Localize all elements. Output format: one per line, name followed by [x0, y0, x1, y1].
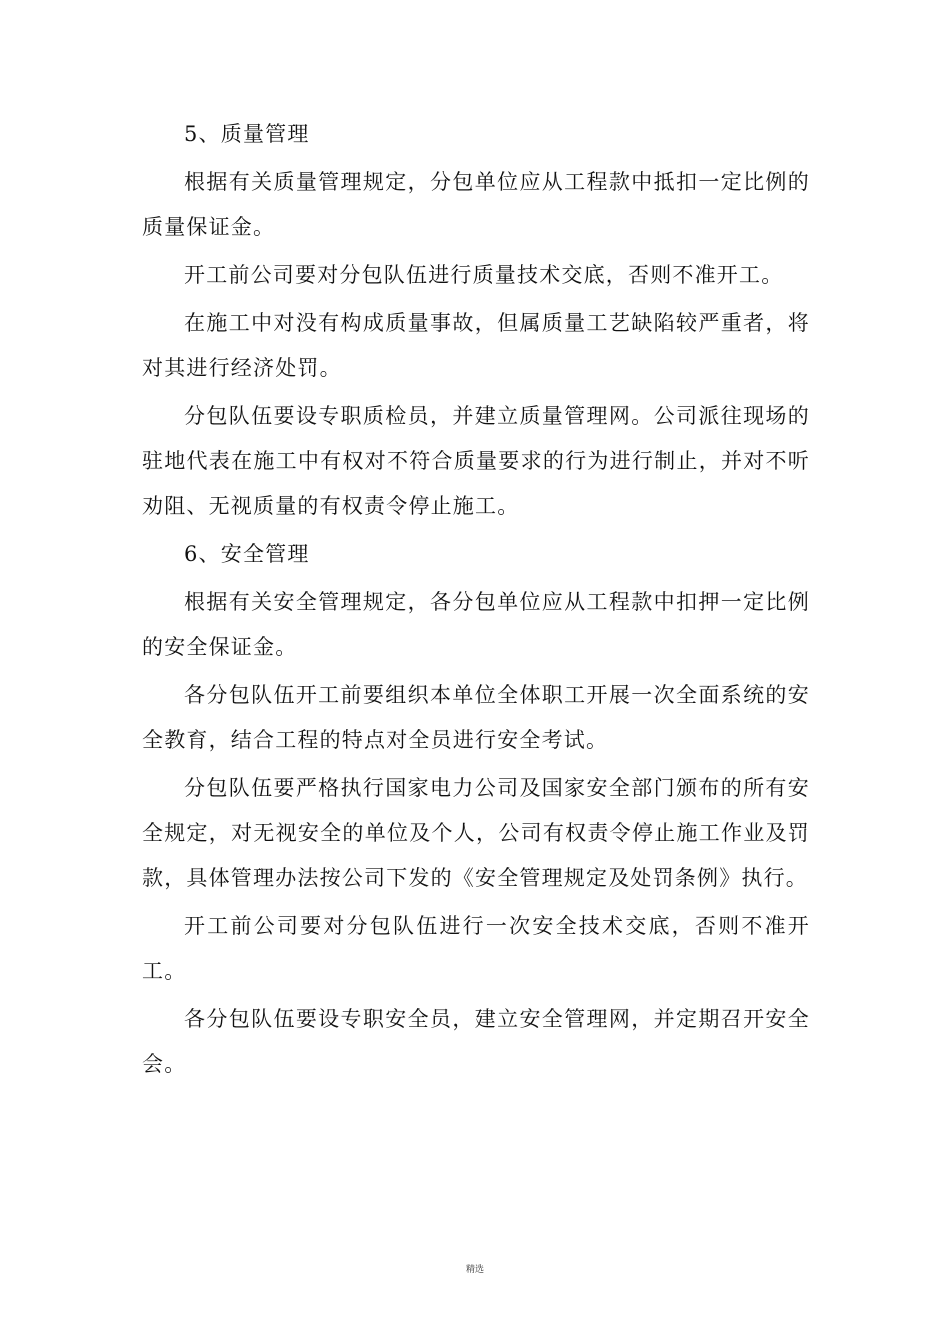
section-heading-safety: 6、安全管理: [184, 542, 310, 566]
paragraph: 在施工中对没有构成质量事故，但属质量工艺缺陷较严重者，将对其进行经济处罚。: [142, 311, 810, 380]
page-footer-label: 精选: [465, 1265, 484, 1275]
paragraph: 分包队伍要设专职质检员，并建立质量管理网。公司派往现场的驻地代表在施工中有权对不符合质量要求的行为进行制止，并对不听劝阻、无视质量的有权责令停止施工。: [142, 404, 810, 518]
paragraph: 根据有关质量管理规定，分包单位应从工程款中抵扣一定比例的质量保证金。: [142, 170, 810, 239]
section-heading-quality: 5、质量管理: [184, 122, 310, 146]
paragraph: 各分包队伍开工前要组织本单位全体职工开展一次全面系统的安全教育，结合工程的特点对全员进行安全考试。: [142, 683, 810, 752]
paragraph: 根据有关安全管理规定，各分包单位应从工程款中扣押一定比例的安全保证金。: [142, 590, 810, 659]
document-body: [142, 112, 810, 1090]
paragraph: 开工前公司要对分包队伍进行一次安全技术交底，否则不准开工。: [142, 914, 810, 983]
paragraph: 开工前公司要对分包队伍进行质量技术交底，否则不准开工。: [184, 263, 784, 287]
paragraph: 分包队伍要严格执行国家电力公司及国家安全部门颁布的所有安全规定，对无视安全的单位及个人，公司有权责令停止施工作业及罚款，具体管理办法按公司下发的《安全管理规定及处罚条例》执行。: [142, 776, 810, 890]
paragraph: 各分包队伍要设专职安全员，建立安全管理网，并定期召开安全会。: [142, 1007, 810, 1076]
